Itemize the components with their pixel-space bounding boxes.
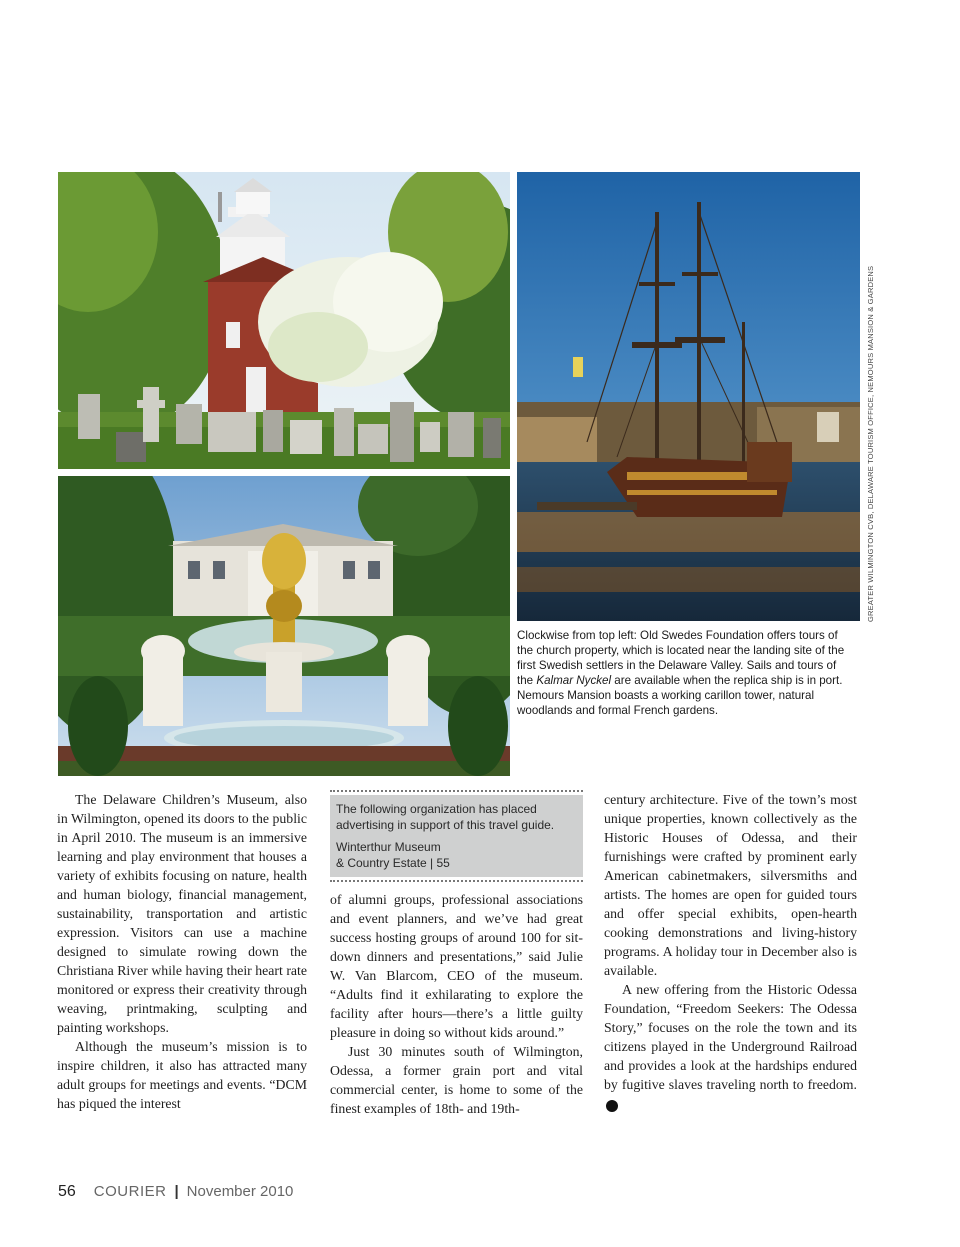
publication-name: COURIER	[93, 1183, 167, 1200]
article-column-2	[330, 790, 583, 1118]
footer-separator: |	[174, 1183, 179, 1200]
advertiser-name: Winterthur Museum	[336, 840, 441, 854]
photo-kalmar-nyckel-ship	[517, 172, 860, 621]
page-number: 56	[58, 1183, 76, 1200]
article-paragraph	[604, 980, 857, 1113]
caption-text-2: are available when the replica ship is in port. Nemours Mansion boasts a working carillon tower, natural woodlands and formal French gardens.	[517, 674, 843, 717]
article-paragraph: century architecture. Five of the town’s most unique properties, known collectively as the Historic Houses of Odessa, and their furnishings were crafted by prominent early American cabinetmakers, silversmiths and artists. The homes are open for guided tours and offer special exhibits, open-hearth cooking demonstrations and living-history programs. A holiday tour in December also is available.	[604, 792, 857, 978]
advertiser-page-ref: & Country Estate | 55	[336, 855, 450, 870]
article-paragraph: of alumni groups, professional associations and event planners, and we’ve had great success hosting groups of around 100 for sit-down dinners and presentations,” said Julie W. Van Blarcom, CEO of the museum. “Adults find it exhilarating to explore the facility after hours—there’s a little guilty pleasure in doing so without kids around.”	[330, 892, 583, 1040]
advertiser-box	[330, 790, 583, 882]
page-footer	[58, 1183, 293, 1201]
issue-date: November 2010	[186, 1183, 294, 1200]
advertiser-link[interactable]	[336, 840, 577, 871]
photo-credit: GREATER WILMINGTON CVB, DELAWARE TOURISM OFFICE, NEMOURS MANSION & GARDENS	[866, 265, 875, 622]
caption-ship-name: Kalmar Nyckel	[536, 674, 612, 687]
caption-text-1: Clockwise from top left: Old Swedes Foundation offers tours of the church property, which is located near the landing site of the first Swedish settlers in the Delaware Valley. Sails and tours of the	[517, 629, 845, 687]
article-column-1	[57, 790, 307, 1113]
photo-caption	[517, 628, 847, 718]
article-paragraph: Just 30 minutes south of Wilmington, Odessa, a former grain port and vital commercial center, is home to some of the finest examples of 18th- and 19th-	[330, 1044, 583, 1116]
photo-old-swedes-church	[58, 172, 510, 469]
article-paragraph: The Delaware Children’s Museum, also in Wilmington, opened its doors to the public in April 2010. The museum is an immersive learning and play environment that houses a variety of exhibits focusing on nature, health and human biology, financial management, sustainability, transportation and artistic expression. Visitors can use a machine designed to simulate rowing down the Christiana River while having their heart rate monitored or express their creativity through weaving, printmaking, sculpting and painting workshops.	[57, 792, 307, 1035]
photo-nemours-mansion	[58, 476, 510, 776]
end-mark-icon: C	[606, 1100, 618, 1112]
article-paragraph-text: A new offering from the Historic Odessa Foundation, “Freedom Seekers: The Odessa Story,” focuses on the role the town and its citizens played in the Underground Railroad and provides a look at the hardships endured by fugitive slaves traveling north to freedom.	[604, 982, 857, 1092]
article-paragraph: Although the museum’s mission is to inspire children, it also has attracted many adult groups for meetings and events. “DCM has piqued the interest	[57, 1039, 307, 1111]
advertiser-intro: The following organization has placed advertising in support of this travel guide.	[336, 802, 555, 832]
article-column-3	[604, 790, 857, 1113]
